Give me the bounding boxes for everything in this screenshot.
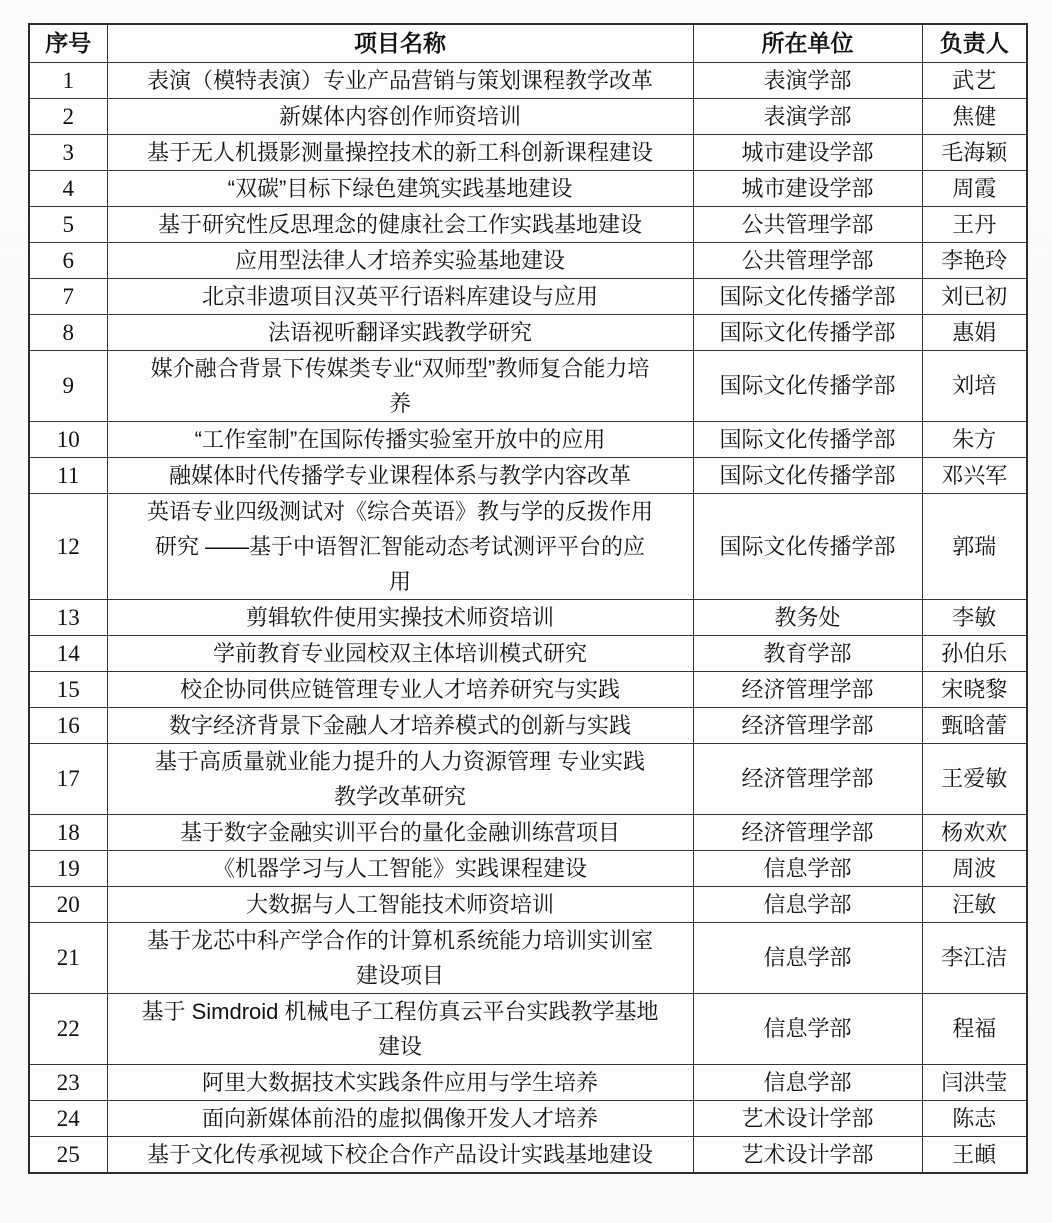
- table-row: [29, 350, 1027, 421]
- cell-index: 11: [29, 457, 107, 493]
- cell-project: 基于高质量就业能力提升的人力资源管理 专业实践 教学改革研究: [107, 743, 693, 814]
- cell-unit: 经济管理学部: [693, 814, 922, 850]
- cell-leader: 王爱敏: [922, 743, 1027, 814]
- cell-leader: 程福: [922, 993, 1027, 1064]
- cell-leader: 闫洪莹: [922, 1064, 1027, 1100]
- table-row: [29, 206, 1027, 242]
- column-header-leader: 负责人: [922, 24, 1027, 62]
- table-row: [29, 242, 1027, 278]
- cell-leader: 李江洁: [922, 922, 1027, 993]
- cell-leader: 刘已初: [922, 278, 1027, 314]
- cell-index: 8: [29, 314, 107, 350]
- cell-index: 23: [29, 1064, 107, 1100]
- table-row: [29, 98, 1027, 134]
- cell-leader: 焦健: [922, 98, 1027, 134]
- cell-unit: 公共管理学部: [693, 206, 922, 242]
- cell-unit: 国际文化传播学部: [693, 350, 922, 421]
- cell-unit: 城市建设学部: [693, 170, 922, 206]
- table-row: [29, 1100, 1027, 1136]
- cell-index: 5: [29, 206, 107, 242]
- projects-table: [28, 23, 1028, 1174]
- cell-project: 媒介融合背景下传媒类专业“双师型”教师复合能力培 养: [107, 350, 693, 421]
- column-header-unit: 所在单位: [693, 24, 922, 62]
- cell-index: 2: [29, 98, 107, 134]
- cell-unit: 国际文化传播学部: [693, 457, 922, 493]
- cell-leader: 周霞: [922, 170, 1027, 206]
- column-header-project: 项目名称: [107, 24, 693, 62]
- table-row: [29, 814, 1027, 850]
- table-row: [29, 493, 1027, 599]
- cell-project: 阿里大数据技术实践条件应用与学生培养: [107, 1064, 693, 1100]
- table-row: [29, 922, 1027, 993]
- cell-project: 表演（模特表演）专业产品营销与策划课程教学改革: [107, 62, 693, 98]
- table-row: [29, 457, 1027, 493]
- cell-project: 基于无人机摄影测量操控技术的新工科创新课程建设: [107, 134, 693, 170]
- cell-index: 13: [29, 599, 107, 635]
- cell-index: 10: [29, 421, 107, 457]
- cell-index: 7: [29, 278, 107, 314]
- cell-index: 25: [29, 1136, 107, 1173]
- cell-project: 基于文化传承视域下校企合作产品设计实践基地建设: [107, 1136, 693, 1173]
- table-row: [29, 314, 1027, 350]
- table-row: [29, 134, 1027, 170]
- cell-project: 面向新媒体前沿的虚拟偶像开发人才培养: [107, 1100, 693, 1136]
- cell-unit: 教务处: [693, 599, 922, 635]
- cell-unit: 国际文化传播学部: [693, 421, 922, 457]
- cell-index: 15: [29, 671, 107, 707]
- cell-project: 法语视听翻译实践教学研究: [107, 314, 693, 350]
- cell-leader: 惠娟: [922, 314, 1027, 350]
- cell-index: 6: [29, 242, 107, 278]
- cell-leader: 李敏: [922, 599, 1027, 635]
- cell-project: 融媒体时代传播学专业课程体系与教学内容改革: [107, 457, 693, 493]
- cell-leader: 陈志: [922, 1100, 1027, 1136]
- cell-leader: 宋晓黎: [922, 671, 1027, 707]
- cell-unit: 城市建设学部: [693, 134, 922, 170]
- cell-project: “工作室制”在国际传播实验室开放中的应用: [107, 421, 693, 457]
- table-row: [29, 886, 1027, 922]
- cell-unit: 信息学部: [693, 993, 922, 1064]
- cell-unit: 表演学部: [693, 62, 922, 98]
- table-row: [29, 599, 1027, 635]
- cell-leader: 孙伯乐: [922, 635, 1027, 671]
- cell-unit: 艺术设计学部: [693, 1136, 922, 1173]
- cell-project: 大数据与人工智能技术师资培训: [107, 886, 693, 922]
- cell-unit: 国际文化传播学部: [693, 314, 922, 350]
- cell-unit: 公共管理学部: [693, 242, 922, 278]
- cell-project: 应用型法律人才培养实验基地建设: [107, 242, 693, 278]
- cell-project: “双碳”目标下绿色建筑实践基地建设: [107, 170, 693, 206]
- cell-leader: 朱方: [922, 421, 1027, 457]
- table-row: [29, 421, 1027, 457]
- cell-leader: 李艳玲: [922, 242, 1027, 278]
- cell-leader: 王頔: [922, 1136, 1027, 1173]
- table-row: [29, 170, 1027, 206]
- cell-unit: 信息学部: [693, 1064, 922, 1100]
- cell-project: 数字经济背景下金融人才培养模式的创新与实践: [107, 707, 693, 743]
- table-row: [29, 707, 1027, 743]
- table-row: [29, 850, 1027, 886]
- table-row: [29, 635, 1027, 671]
- cell-unit: 教育学部: [693, 635, 922, 671]
- cell-leader: 邓兴军: [922, 457, 1027, 493]
- cell-project: 《机器学习与人工智能》实践课程建设: [107, 850, 693, 886]
- cell-index: 1: [29, 62, 107, 98]
- cell-index: 9: [29, 350, 107, 421]
- cell-leader: 甄晗蕾: [922, 707, 1027, 743]
- table-body: [29, 62, 1027, 1173]
- cell-leader: 杨欢欢: [922, 814, 1027, 850]
- cell-index: 4: [29, 170, 107, 206]
- cell-index: 19: [29, 850, 107, 886]
- cell-project: 基于龙芯中科产学合作的计算机系统能力培训实训室 建设项目: [107, 922, 693, 993]
- cell-index: 24: [29, 1100, 107, 1136]
- cell-index: 14: [29, 635, 107, 671]
- cell-unit: 经济管理学部: [693, 671, 922, 707]
- cell-index: 16: [29, 707, 107, 743]
- cell-leader: 王丹: [922, 206, 1027, 242]
- cell-unit: 国际文化传播学部: [693, 278, 922, 314]
- cell-project: 新媒体内容创作师资培训: [107, 98, 693, 134]
- table-row: [29, 278, 1027, 314]
- cell-unit: 经济管理学部: [693, 743, 922, 814]
- cell-project: 北京非遗项目汉英平行语料库建设与应用: [107, 278, 693, 314]
- cell-unit: 艺术设计学部: [693, 1100, 922, 1136]
- cell-index: 18: [29, 814, 107, 850]
- cell-project: 基于 Simdroid 机械电子工程仿真云平台实践教学基地 建设: [107, 993, 693, 1064]
- cell-index: 21: [29, 922, 107, 993]
- cell-project: 基于数字金融实训平台的量化金融训练营项目: [107, 814, 693, 850]
- header-row: [29, 24, 1027, 62]
- cell-unit: 信息学部: [693, 850, 922, 886]
- cell-leader: 郭瑞: [922, 493, 1027, 599]
- table-row: [29, 1136, 1027, 1173]
- cell-index: 12: [29, 493, 107, 599]
- cell-unit: 表演学部: [693, 98, 922, 134]
- cell-unit: 信息学部: [693, 922, 922, 993]
- cell-unit: 信息学部: [693, 886, 922, 922]
- cell-index: 3: [29, 134, 107, 170]
- cell-index: 17: [29, 743, 107, 814]
- cell-index: 20: [29, 886, 107, 922]
- table-row: [29, 671, 1027, 707]
- column-header-index: 序号: [29, 24, 107, 62]
- cell-leader: 刘培: [922, 350, 1027, 421]
- cell-project: 学前教育专业园校双主体培训模式研究: [107, 635, 693, 671]
- cell-leader: 毛海颖: [922, 134, 1027, 170]
- cell-project: 校企协同供应链管理专业人才培养研究与实践: [107, 671, 693, 707]
- cell-project: 英语专业四级测试对《综合英语》教与学的反拨作用 研究 ——基于中语智汇智能动态考试测评平台的应 用: [107, 493, 693, 599]
- cell-unit: 经济管理学部: [693, 707, 922, 743]
- cell-index: 22: [29, 993, 107, 1064]
- cell-unit: 国际文化传播学部: [693, 493, 922, 599]
- table-row: [29, 1064, 1027, 1100]
- table-row: [29, 993, 1027, 1064]
- cell-leader: 周波: [922, 850, 1027, 886]
- cell-leader: 武艺: [922, 62, 1027, 98]
- cell-leader: 汪敏: [922, 886, 1027, 922]
- cell-project: 基于研究性反思理念的健康社会工作实践基地建设: [107, 206, 693, 242]
- cell-project: 剪辑软件使用实操技术师资培训: [107, 599, 693, 635]
- table-row: [29, 743, 1027, 814]
- table-row: [29, 62, 1027, 98]
